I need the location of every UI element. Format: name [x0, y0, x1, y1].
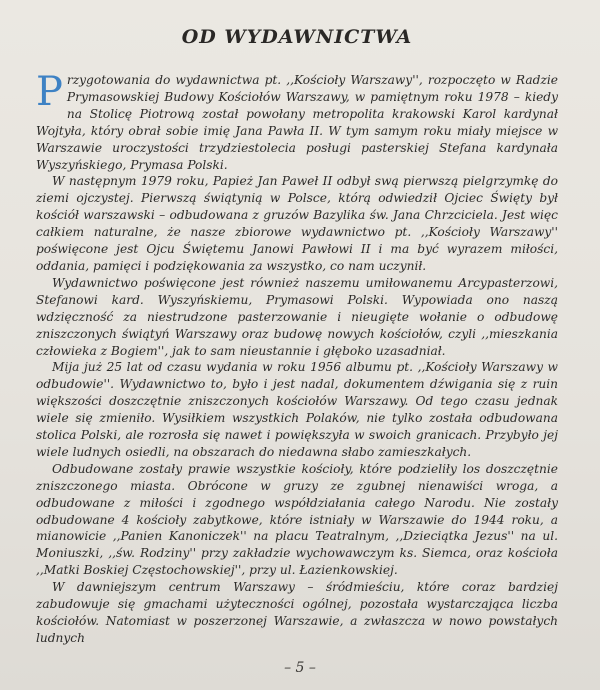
- page-title: OD WYDAWNICTWA: [181, 26, 413, 48]
- body-text: [36, 69, 558, 647]
- drop-cap-letter: P: [36, 69, 63, 115]
- paragraph-1-text: rzygotowania do wydawnictwa pt. ,,Kościoły Warszawy'', rozpoczęto w Radzie Prymasowskiej Budowy Kościołów Warszawy, w pamiętnym roku 1978 – kiedy na Stolicę Piotrową został powołany metropolita krakowski Karol kardynał Wojtyła, który obrał sobie imię Jana Pawła II. W tym samym roku miały miejsce w Warszawie uroczystości trzydziestolecia posługi pasterskiej Stefana kardynała Wyszyńskiego, Prymasa Polski.: [36, 73, 558, 172]
- page-number: – 5 –: [284, 660, 316, 676]
- paragraph-2: W następnym 1979 roku, Papież Jan Paweł II odbył swą pierwszą pielgrzymkę do ziemi ojczystej. Pierwszą świątynią w Polsce, którą odwiedził Ojciec Święty był kościół warszawski – odbudowana z gruzów Bazylika św. Jana Chrzciciela. Jest więc całkiem naturalne, że nasze zbiorowe wydawnictwo pt. ,,Kościoły Warszawy'' poświęcone jest Ojcu Świętemu Janowi Pawłowi II i ma być wyrazem miłości, oddania, pamięci i podziękowania za wszystko, co nam uczynił.: [36, 174, 558, 273]
- paragraph-1: [36, 69, 558, 173]
- paragraph-3: Wydawnictwo poświęcone jest również naszemu umiłowanemu Arcypasterzowi, Stefanowi kard. Wyszyńskiemu, Prymasowi Polski. Wypowiada ono naszą wdzięczność za niestrudzone pasterzowanie i nieugięte wołanie o odbudowę zniszczonych świątyń Warszawy oraz budowę nowych kościołów, czyli ,,mieszkania człowieka z Bogiem'', jak to sam nieustannie i głęboko uzasadniał.: [36, 275, 558, 358]
- paragraph-4: Mija już 25 lat od czasu wydania w roku 1956 albumu pt. ,,Kościoły Warszawy w odbudowie''. Wydawnictwo to, było i jest nadal, dokumentem dźwigania się z ruin większości doszczętnie zniszczonych kościołów Warszawy. Od tego czasu jednak wiele się zmieniło. Wysiłkiem wszystkich Polaków, nie tylko została odbudowana stolica Polski, ale rozrosła się nawet i powiększyła w swoich granicach. Przybyło jej wiele ludnych osiedli, na obszarach do niedawna słabo zamieszkałych.: [36, 360, 558, 459]
- paragraph-5: Odbudowane zostały prawie wszystkie kościoły, które podzieliły los doszczętnie zniszczonego miasta. Obrócone w gruzy ze zgubnej nienawiści wroga, a odbudowane z miłości i zgodnego współdziałania całego Narodu. Nie zostały odbudowane 4 kościoły zabytkowe, które istniały w Warszawie do 1944 roku, a mianowicie ,,Panien Kanoniczek'' na placu Teatralnym, ,,Dzieciątka Jezus'' na ul. Moniuszki, ,,św. Rodziny'' przy zakładzie wychowawczym ks. Siemca, oraz kościoła ,,Matki Boskiej Częstochowskiej'', przy ul. Łazienkowskiej.: [36, 461, 558, 578]
- paragraph-6: W dawniejszym centrum Warszawy – śródmieściu, które coraz bardziej zabudowuje się gmachami użyteczności ogólnej, pozostała wystarczająca liczba kościołów. Natomiast w poszerzonej Warszawie, a zwłaszcza w nowo powstałych ludnych: [36, 580, 558, 645]
